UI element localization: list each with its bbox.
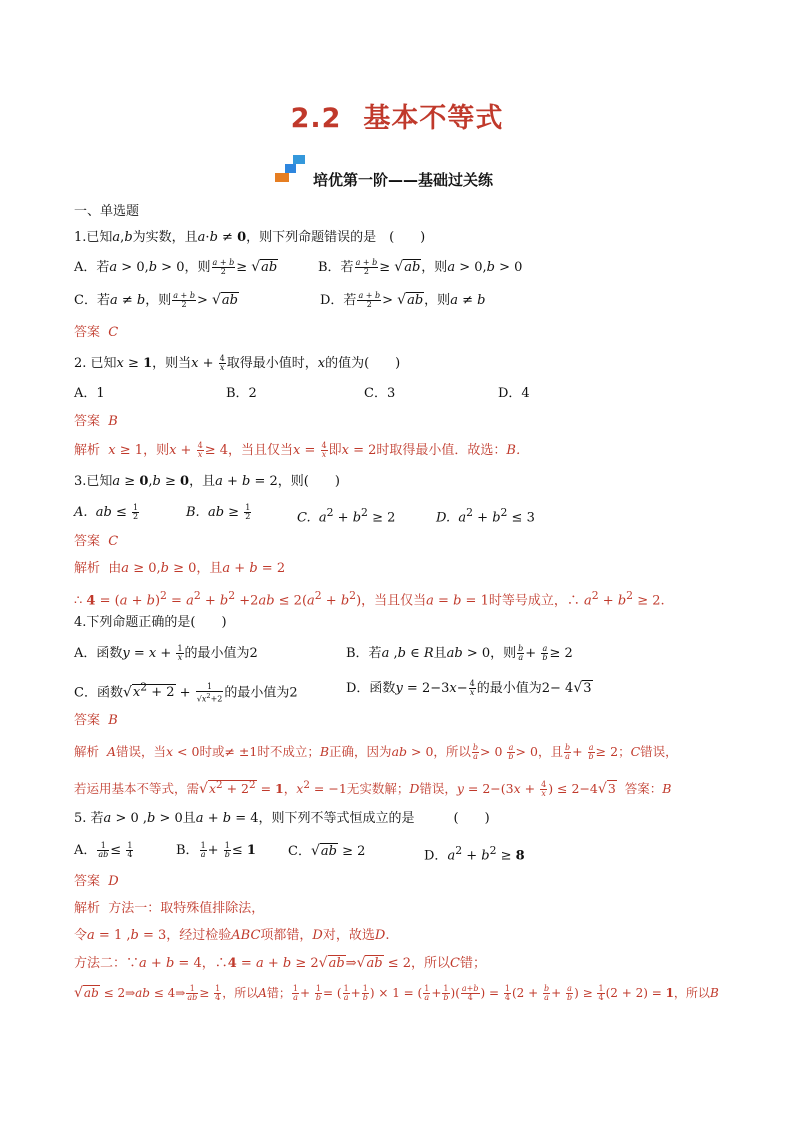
title-text: 基本不等式 [363, 103, 504, 134]
q5-explanation: 解析 方法一：取特殊值排除法， [74, 901, 265, 916]
q3-option-d: D. $a^2 + b^2 \le 3$ [436, 506, 535, 526]
q3-option-a: A. ab ≤ $\frac{1}{2}$ [74, 503, 139, 521]
q1-option-c: C．若a ≠ b，则 $\frac{a + b}{2}$ > √ab [74, 291, 238, 309]
q3-option-c: C. $a^2 + b^2 \ge 2$ [297, 506, 396, 526]
q2-answer: 答案 B [74, 414, 118, 429]
q1-answer: 答案 C [74, 325, 119, 340]
q1-option-a: A．若a > 0,b > 0，则 $\frac{a + b}{2}$ ≥ √ab [74, 258, 278, 276]
q2-option-b: B．2 [226, 386, 257, 401]
q3-stem: 3.已知a ≥ 0,b ≥ 0，且a + b = 2，则( ) [74, 474, 340, 489]
q2-explanation: 解析 x ≥ 1，则x + $\frac{4}{x}$ ≥ 4，当且仅当x = $\frac{4}{x}$ 即x = 2时取得最小值．故选：B． [74, 441, 529, 459]
q4-option-a: A．函数y = x + $\frac{1}{x}$ 的最小值为2 [74, 644, 258, 662]
q5-option-b: B． $\frac{1}{a}$ + $\frac{1}{b}$ ≤ 1 [176, 841, 256, 859]
q2-option-a: A．1 [74, 386, 105, 401]
page-title [0, 96, 794, 135]
q4-option-d: D．函数y = 2−3x− $\frac{4}{x}$ 的最小值为2− 4√3 [346, 679, 592, 697]
q5-explanation-3: 方法二：∵a + b = 4，∴4 = a + b ≥ 2√ab⇒√ab ≤ 2，所以C错； [74, 955, 486, 971]
q2-option-d: D．4 [498, 386, 530, 401]
q5-option-d: D．$a^2 + b^2 \ge 8$ [424, 844, 525, 864]
stairs-logo-icon [275, 155, 309, 183]
q4-option-c: C．函数$√x^2 + 2$ + $\frac{1}{√x^2+2}$ 的最小值为2 [74, 681, 298, 704]
q2-option-c: C．3 [364, 386, 396, 401]
q3-explanation-2: ∴ $4 = (a + b)^2 = a^2 + b^2 +2ab \le 2(a^2 + b^2)$，当且仅当a = b = 1时等号成立，∴ $a^2 + b^2 \ge 2$. [74, 589, 665, 609]
q1-option-d: D．若 $\frac{a + b}{2}$ > √ab，则a ≠ b [320, 291, 486, 309]
q3-option-b: B. ab ≥ $\frac{1}{2}$ [186, 503, 251, 521]
q5-option-c: C．√ab ≥ 2 [288, 843, 366, 859]
q5-explanation-4: √ab ≤ 2⇒ab ≤ 4⇒ $\frac{1}{ab}$ ≥ $\frac{1}{4}$ ，所以A错； $\frac{1}{a}$ + $\frac{1}{b}$ = ( $\frac{1}{a}$ + $\frac{1}{b}$ ) × 1 = ( $\frac{1}{a}$ + $\frac{1}{b}$ )( $\frac{a+b}{4}$ ) = $\frac{1}{4}$ (2 + $\frac{b}{a}$ + $\frac{a}{b}$ ) ≥ $\frac{1}{4}$ (2 + 2) = 1，所以B [74, 984, 719, 1002]
q5-option-a: A． $\frac{1}{ab}$ ≤ $\frac{1}{4}$ [74, 841, 133, 859]
q5-answer: 答案 D [74, 874, 119, 889]
q4-option-b: B．若a ,b ∈ R且ab > 0，则 $\frac{b}{a}$ + $\frac{a}{b}$ ≥ 2 [346, 644, 573, 662]
q4-explanation-2: 若运用基本不等式，需$√x^2 + 2^2 = 1$，$x^2 = -1$无实数解；D错误，y = 2−(3x + $\frac{4}{x}$ ) ≤ 2−4√3 答案：B [74, 779, 672, 799]
q4-stem: 4.下列命题正确的是( ) [74, 615, 227, 630]
q4-answer: 答案 B [74, 713, 118, 728]
q3-answer: 答案 C [74, 534, 119, 549]
q2-stem: 2. 已知x ≥ 1，则当x + $\frac{4}{x}$ 取得最小值时，x的值为( ) [74, 354, 401, 372]
q1-stem: 1.已知a,b为实数，且a·b ≠ 0，则下列命题错误的是 ( ) [74, 230, 426, 245]
title-number: 2.2 [290, 103, 342, 134]
subheading-text: 培优第一阶——基础过关练 [313, 171, 494, 189]
q5-stem: 5. 若a > 0 ,b > 0且a + b = 4，则下列不等式恒成立的是 ( ) [74, 811, 490, 826]
section-heading: 一、单选题 [74, 204, 140, 219]
q5-explanation-2: 令a = 1 ,b = 3，经过检验ABC项都错，D对，故选D. [74, 928, 390, 943]
q1-option-b: B．若 $\frac{a + b}{2}$ ≥ √ab，则a > 0,b > 0 [318, 258, 523, 276]
q3-explanation: 解析 由a ≥ 0,b ≥ 0，且a + b = 2 [74, 561, 286, 576]
q4-explanation: 解析 A错误，当x < 0时或≠ ±1时不成立；B正确，因为ab > 0，所以 $\frac{b}{a}$ > 0 $\frac{a}{b}$ > 0，且 $\frac{b}{a}$ + $\frac{a}{b}$ ≥ 2；C错误， [74, 743, 678, 761]
